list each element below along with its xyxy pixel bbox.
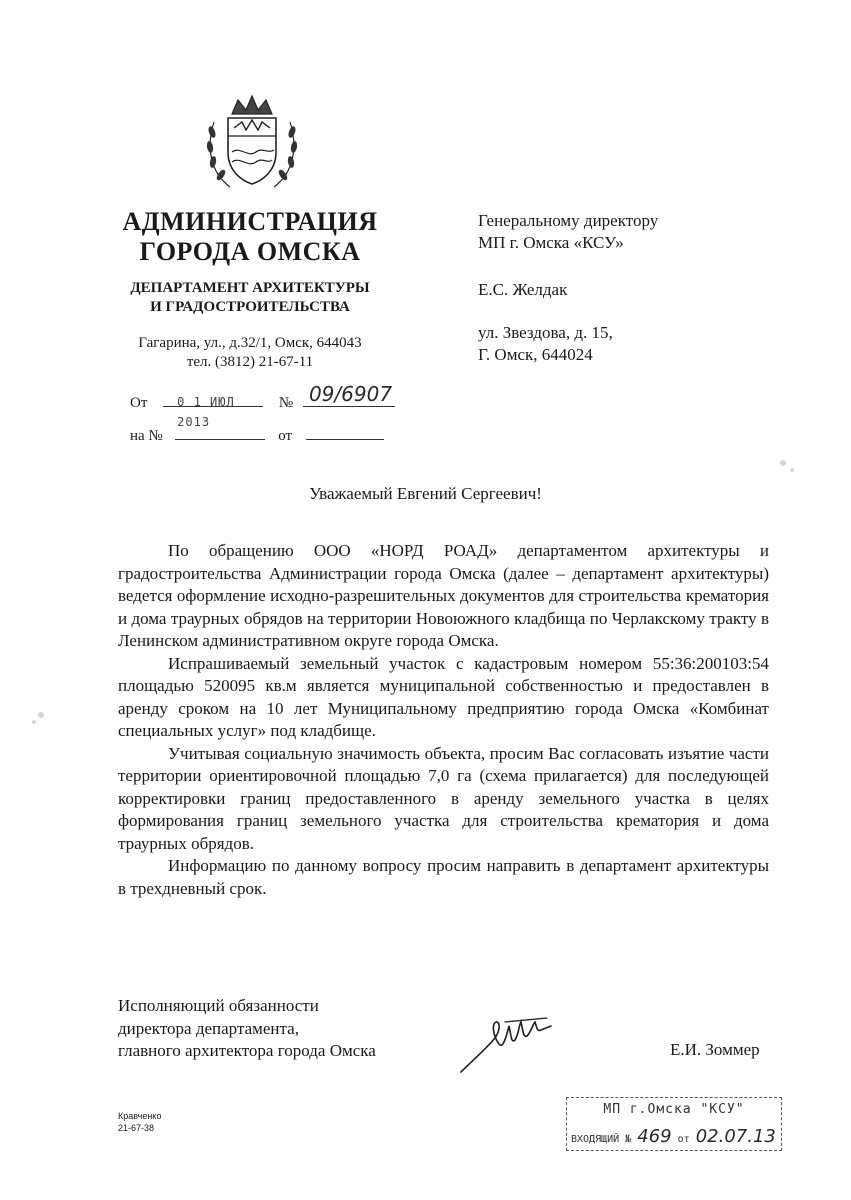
recipient-block — [478, 210, 808, 254]
stamp-organization: МП г.Омска "КСУ" — [603, 1102, 745, 1117]
recipient-city: Г. Омск, 644024 — [478, 345, 593, 364]
greeting: Уважаемый Евгений Сергеевич! — [309, 484, 542, 503]
letter-body — [118, 540, 769, 900]
scan-speck — [790, 468, 794, 472]
reply-from-label: от — [278, 428, 293, 444]
executor-phone: 21-67-38 — [118, 1123, 155, 1133]
sender-address — [100, 334, 400, 372]
signatory-title-line3: главного архитектора города Омска — [118, 1041, 376, 1060]
reply-date-field — [306, 425, 384, 440]
handwritten-number: 09/6907 — [308, 382, 393, 406]
signatory-title-line1: Исполняющий обязанности — [118, 996, 319, 1015]
stamp-registration-line — [571, 1126, 776, 1147]
from-label: От — [130, 395, 148, 411]
stamp-date-label: от — [677, 1134, 690, 1145]
incoming-registration-stamp — [566, 1097, 782, 1151]
date-field — [163, 392, 263, 429]
department-name — [100, 279, 400, 317]
reply-reference — [130, 425, 430, 446]
signatory-name: Е.И. Зоммер — [670, 1040, 760, 1059]
scan-speck — [780, 460, 786, 466]
recipient-organization: МП г. Омска «КСУ» — [478, 233, 624, 252]
recipient-street: ул. Звездова, д. 15, — [478, 323, 613, 342]
paragraph: Информацию по данному вопросу просим направить в департамент архитектуры в трехдневный срок. — [118, 856, 769, 898]
paragraph: По обращению ООО «НОРД РОАД» департаментом архитектуры и градостроительства Администрации города Омска (далее – департамент архитектуры) ведется оформление исходно-разрешительных документов для строительства крематория и дома траурных обрядов на территории Новоюжного кладбища по Черлакскому тракту в Ленинском административном округе города Омска. — [118, 541, 769, 650]
department-name-line2: И ГРАДОСТРОИТЕЛЬСТВА — [150, 299, 350, 315]
handwritten-signature — [455, 1010, 565, 1080]
signatory-title — [118, 995, 448, 1063]
recipient-address — [478, 322, 808, 366]
paragraph: Учитывая социальную значимость объекта, просим Вас согласовать изъятие части территории ориентировочной площадью 7,0 га (схема прилагается) для последующей корректировки границ предоставленного в аренду земельного участка в целях формирования границ земельного участка для строительства крематория и дома траурных обрядов. — [118, 743, 769, 853]
paragraph: Испрашиваемый земельный участок с кадастровым номером 55:36:200103:54 площадью 520095 кв.м является муниципальной собственностью и предоставлен в аренду сроком на 10 лет Муниципальному предприятию города Омска «Комбинат специальных услуг» под кладбище. — [118, 653, 769, 740]
reply-number-label: на № — [130, 428, 163, 444]
recipient-name: Е.С. Желдак — [478, 280, 568, 299]
sender-address-line: Гагарина, ул., д.32/1, Омск, 644043 — [138, 335, 362, 351]
department-name-line1: ДЕПАРТАМЕНТ АРХИТЕКТУРЫ — [130, 280, 370, 296]
org-name — [100, 207, 400, 267]
scan-speck — [38, 712, 44, 718]
stamp-incoming-number: 469 — [637, 1126, 672, 1147]
executor-note — [118, 1110, 161, 1134]
recipient-title: Генеральному директору — [478, 211, 659, 230]
scan-speck — [32, 720, 36, 724]
reply-number-field — [175, 425, 265, 440]
stamp-incoming-label: ВХОДЯЩИЙ № — [571, 1134, 632, 1145]
sender-phone: тел. (3812) 21-67-11 — [186, 354, 314, 370]
number-label: № — [278, 395, 294, 411]
number-field — [303, 382, 395, 407]
coat-of-arms-emblem — [200, 92, 304, 192]
signatory-title-line2: директора департамента, — [118, 1018, 299, 1038]
stamp-incoming-date: 02.07.13 — [695, 1126, 776, 1147]
org-name-line1: АДМИНИСТРАЦИЯ — [122, 207, 378, 236]
date-stamp: 0 1 ИЮЛ 2013 — [177, 395, 235, 429]
outgoing-reference — [130, 382, 430, 429]
executor-name: Кравченко — [118, 1111, 162, 1121]
org-name-line2: ГОРОДА ОМСКА — [139, 237, 361, 266]
